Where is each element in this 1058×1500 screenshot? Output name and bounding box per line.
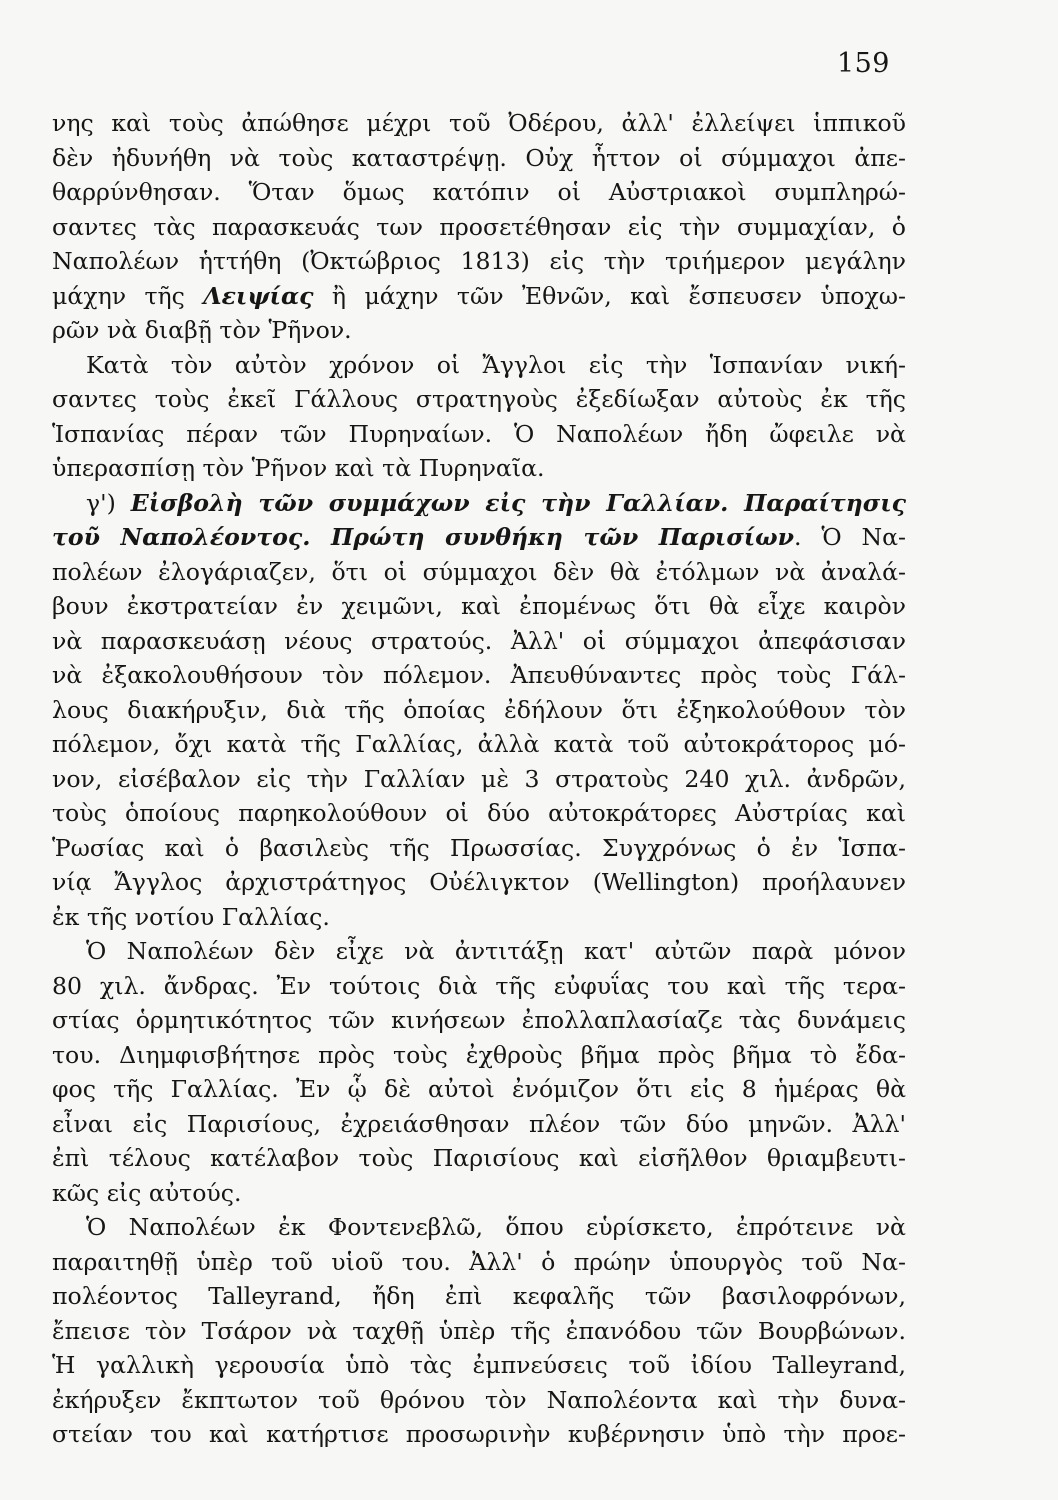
emphasized-text: τοῦ Ναπολέοντος. Πρώτη συνθήκη τῶν Παρισίων [52,523,794,551]
text-line [52,1176,906,1211]
text-segment: ἔπεισε τὸν Τσάρον νὰ ταχθῇ ὑπὲρ τῆς ἐπανόδου τῶν Βουρβώνων. [52,1316,906,1345]
text-line [52,727,906,762]
text-line [52,1417,906,1452]
text-segment: του. Διημφισβήτησε πρὸς τοὺς ἐχθροὺς βῆμα πρὸς βῆμα τὸ ἔδα- [52,1040,906,1069]
text-line [52,1383,906,1418]
text-segment: Ἱσπανίας πέραν τῶν Πυρηναίων. Ὁ Ναπολέων ἤδη ὤφειλε νὰ [52,419,906,448]
text-segment: ἐκήρυξεν ἔκπτωτον τοῦ θρόνου τὸν Ναπολέοντα καὶ τὴν δυνα- [52,1385,906,1414]
text-line [52,934,906,969]
text-line [52,1107,906,1142]
text-segment: Κατὰ τὸν αὐτὸν χρόνον οἱ Ἄγγλοι εἰς τὴν Ἱσπανίαν νική- [86,350,906,379]
text-segment: ἐπὶ τέλους κατέλαβον τοὺς Παρισίους καὶ εἰσῆλθον θριαμβευτι- [52,1144,906,1172]
text-segment: σαντες τοὺς ἐκεῖ Γάλλους στρατηγοὺς ἐξεδίωξαν αὐτοὺς ἐκ τῆς [52,385,906,413]
text-segment: εἶναι εἰς Παρισίους, ἐχρειάσθησαν πλέον τῶν δύο μηνῶν. Ἀλλ' [52,1109,906,1138]
text-segment: πολέων ἐλογάριαζεν, ὅτι οἱ σύμμαχοι δὲν θὰ ἐτόλμων νὰ ἀναλά- [52,557,906,586]
text-line [52,313,906,348]
text-line [52,141,906,176]
text-line [52,1245,906,1280]
text-line [52,382,906,417]
text-line [52,693,906,728]
text-segment: σαντες τὰς παρασκευάς των προσετέθησαν εἰς τὴν συμμαχίαν, ὁ [52,212,906,241]
text-line [52,589,906,624]
text-line [52,1141,906,1176]
text-segment: φος τῆς Γαλλίας. Ἐν ᾧ δὲ αὐτοὶ ἐνόμιζον ὅτι εἰς 8 ἡμέρας θὰ [52,1075,906,1103]
text-segment: στείαν του καὶ κατήρτισε προσωρινὴν κυβέρνησιν ὑπὸ τὴν προε- [52,1420,906,1448]
text-line [52,451,906,486]
text-segment: θαρρύνθησαν. Ὅταν ὅμως κατόπιν οἱ Αὐστριακοὶ συμπληρώ- [52,178,906,206]
text-line [52,796,906,831]
text-segment: κῶς εἰς αὐτούς. [52,1178,242,1207]
text-segment: ἢ μάχην τῶν Ἐθνῶν, καὶ ἔσπευσεν ὑποχω- [313,281,906,310]
text-line [52,900,906,935]
text-line [52,831,906,866]
text-segment: νον, εἰσέβαλον εἰς τὴν Γαλλίαν μὲ 3 στρατοὺς 240 χιλ. ἀνδρῶν, [52,764,906,793]
text-line [52,175,906,210]
text-segment: γ') [86,488,131,517]
text-line [52,1072,906,1107]
text-line [52,106,906,141]
text-segment: πολέοντος Talleyrand, ἤδη ἐπὶ κεφαλῆς τῶν βασιλοφρόνων, [52,1282,906,1310]
text-segment: νὰ παρασκευάσῃ νέους στρατούς. Ἀλλ' οἱ σύμμαχοι ἀπεφάσισαν [52,626,906,655]
text-segment: πόλεμον, ὄχι κατὰ τῆς Γαλλίας, ἀλλὰ κατὰ τοῦ αὐτοκράτορος μό- [52,730,906,758]
text-line [52,969,906,1004]
text-segment: δὲν ἠδυνήθη νὰ τοὺς καταστρέψῃ. Οὐχ ἧττον οἱ σύμμαχοι ἀπε- [52,143,906,172]
emphasized-text: Εἰσβολὴ τῶν συμμάχων εἰς τὴν Γαλλίαν. Παραίτησις [130,488,906,517]
text-line [52,658,906,693]
text-segment: Ἡ γαλλικὴ γερουσία ὑπὸ τὰς ἐμπνεύσεις τοῦ ἰδίου Talleyrand, [52,1351,906,1379]
text-line [52,1314,906,1349]
text-line [52,762,906,797]
text-line [52,348,906,383]
text-line [52,417,906,452]
text-segment: ἐκ τῆς νοτίου Γαλλίας. [52,902,330,931]
text-line [52,279,906,314]
text-segment: παραιτηθῇ ὑπὲρ τοῦ υἱοῦ του. Ἀλλ' ὁ πρώην ὑπουργὸς τοῦ Να- [52,1247,906,1276]
text-segment: στίας ὁρμητικότητος τῶν κινήσεων ἐπολλαπλασίαζε τὰς δυνάμεις [52,1006,906,1034]
text-segment: Ῥωσίας καὶ ὁ βασιλεὺς τῆς Πρωσσίας. Συγχρόνως ὁ ἐν Ἱσπα- [52,833,906,862]
text-segment: ρῶν νὰ διαβῇ τὸν Ῥῆνον. [52,316,352,344]
text-line [52,210,906,245]
text-segment: Ὁ Ναπολέων ἐκ Φοντενεβλῶ, ὅπου εὑρίσκετο, ἐπρότεινε νὰ [86,1213,906,1241]
text-line [52,865,906,900]
text-segment: τοὺς ὁποίους παρηκολούθουν οἱ δύο αὐτοκράτορες Αὐστρίας καὶ [52,799,906,827]
text-segment: νίᾳ Ἄγγλος ἀρχιστράτηγος Οὐέλιγκτον (Wellington) προήλαυνεν [52,868,906,896]
emphasized-text: Λειψίας [203,281,314,310]
text-line [52,1348,906,1383]
body-text [52,106,906,1452]
text-segment: . Ὁ Να- [793,523,906,551]
text-segment: 80 χιλ. ἄνδρας. Ἐν τούτοις διὰ τῆς εὐφυΐας του καὶ τῆς τερα- [52,971,906,1000]
text-line [52,1279,906,1314]
text-line [52,1003,906,1038]
text-line [52,520,906,555]
text-segment: ὑπερασπίσῃ τὸν Ῥῆνον καὶ τὰ Πυρηναῖα. [52,454,545,482]
text-line [52,555,906,590]
text-segment: λους διακήρυξιν, διὰ τῆς ὁποίας ἐδήλουν ὅτι ἐξηκολούθουν τὸν [52,695,906,724]
text-segment: βουν ἐκστρατείαν ἐν χειμῶνι, καὶ ἐπομένως ὅτι θὰ εἶχε καιρὸν [52,592,906,620]
text-segment: νὰ ἐξακολουθήσουν τὸν πόλεμον. Ἀπευθύναντες πρὸς τοὺς Γάλ- [52,661,906,689]
text-line [52,1210,906,1245]
page-number: 159 [836,48,890,79]
text-segment: Ναπολέων ἡττήθη (Ὀκτώβριος 1813) εἰς τὴν τριήμερον μεγάλην [52,247,906,275]
text-line [52,244,906,279]
text-line [52,1038,906,1073]
text-line [52,624,906,659]
text-segment: Ὁ Ναπολέων δὲν εἶχε νὰ ἀντιτάξῃ κατ' αὐτῶν παρὰ μόνον [86,937,906,965]
text-line [52,486,906,521]
text-segment: μάχην τῆς [52,281,204,310]
text-segment: νης καὶ τοὺς ἀπώθησε μέχρι τοῦ Ὀδέρου, ἀλλ' ἐλλείψει ἱππικοῦ [52,109,906,137]
